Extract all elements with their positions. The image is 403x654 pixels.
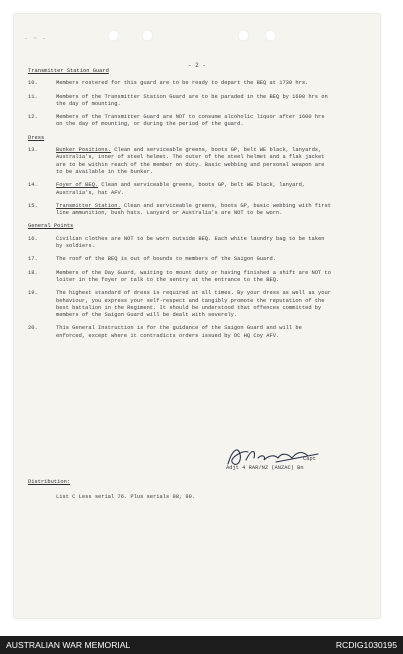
paragraph [28,80,334,87]
paragraph-number: 16. [28,235,38,242]
paragraph-text-content: Members of the Day Guard, waiting to mount duty or having finished a shift are NOT to loiter in the foyer or talk to the sentry at the entrance to the BEQ. [56,269,331,283]
paragraph [28,325,334,340]
paragraph [28,236,334,251]
paragraph-number: 10. [28,80,38,87]
paragraph-number: 18. [28,269,38,276]
page-number: - 2 - [187,62,206,69]
paragraph [28,147,334,176]
paragraph-text-content: Clean and serviceable greens, boots GP, belt WE black, lanyards, Australia's, inner of steel helmet. The outer of the steel helmet and a flak jacket are to be within reach of the member on duty. Basic webbing and personal weapon are to be available in the bunker. [56,147,325,175]
section-heading: Transmitter Station Guard [28,68,109,74]
paragraph-text-content: This General Instruction is for the guidance of the Saigon Guard and will be enforced, except where it contradicts orders issued by OC HQ Coy AFV. [56,325,302,339]
paragraph-text [56,94,334,109]
paragraph-text-content: Members of the Transmitter Guard are NOT to consume alcoholic liquor after 1600 hrs on the day of mounting, or during the period of the guard. [56,114,325,128]
punch-hole [238,30,249,41]
document-body [28,68,334,346]
paragraph-text-content: Civilian clothes are NOT to be worn outside BEQ. Each white laundry bag to be taken by soldiers. [56,235,325,250]
punch-hole [108,30,119,41]
paragraph-text-content: Members of the Transmitter Station Guard are to be paraded in the BEQ by 1600 hrs on the day of mounting. [56,93,328,107]
section-heading: Dress [28,134,45,141]
paragraph-text-content: The roof of the BEQ is out of bounds to members of the Saigon Guard. [56,256,276,263]
paragraph-number: 19. [28,290,38,297]
footer-record-id: RCDIG1030195 [335,640,397,650]
paragraph [28,203,334,218]
punch-hole [265,30,276,41]
paragraph-text [56,325,334,340]
paragraph-number: 20. [28,325,38,332]
paragraph-lead: Bunker Positions. [56,147,111,154]
paragraph-number: 14. [28,182,38,189]
distribution-list: List C Less serial 76. Plus serials 98, 99. [56,494,196,500]
paragraph-lead: Transmitter Station. [56,202,121,209]
corner-mark: - ~ - [24,35,48,42]
paragraph [28,182,334,197]
paragraph-lead: Foyer of BEQ. [56,182,99,189]
signature-title: Adjt 4 RAR/NZ (ANZAC) Bn [226,465,304,471]
paragraph [28,256,334,263]
paragraph-text [56,236,334,251]
distribution-heading: Distribution: [28,479,71,485]
archive-footer [0,636,403,654]
punch-holes [14,30,380,44]
paragraph [28,270,334,285]
paragraph-text-content: The highest standard of dress is required at all times. By your dress as well as your behaviour, you express your self-respect and tangibly promote the reputation of the best battalion in the Regiment. It should be understood that offences committed by members of the Saigon Guard will be dealt with severely. [56,290,331,319]
paragraph-text [56,270,334,285]
paragraph-number: 15. [28,202,38,209]
paragraph [28,94,334,109]
paragraph-text [56,147,334,176]
paragraph-text-content: Members rostered for this guard are to be ready to depart the BEQ at 1730 hrs. [56,80,309,87]
signature-rank: Capt [303,456,316,462]
paragraph [28,290,334,319]
footer-institution: AUSTRALIAN WAR MEMORIAL [6,640,131,650]
paragraph-text [56,256,334,263]
paragraph-text [56,114,334,129]
paragraph-number: 17. [28,256,38,263]
paragraph-number: 11. [28,93,38,100]
paragraph-text [56,182,334,197]
paragraph [28,114,334,129]
paragraph-number: 12. [28,114,38,121]
paragraph-text [56,290,334,319]
section-heading: General Points [28,223,74,230]
paragraph-text [56,203,334,218]
paragraph-number: 13. [28,147,38,154]
paragraph-text-content: Clean and serviceable greens, boots GP, basic webbing with first line ammunition, bush hats. Lanyard or Australia's are NOT to be worn. [56,202,331,217]
paragraph-text-content: Clean and serviceable greens, boots GP, belt WE black, lanyard, Australia's, hat AFV. [56,182,306,196]
paragraph-text [56,80,334,87]
punch-hole [142,30,153,41]
